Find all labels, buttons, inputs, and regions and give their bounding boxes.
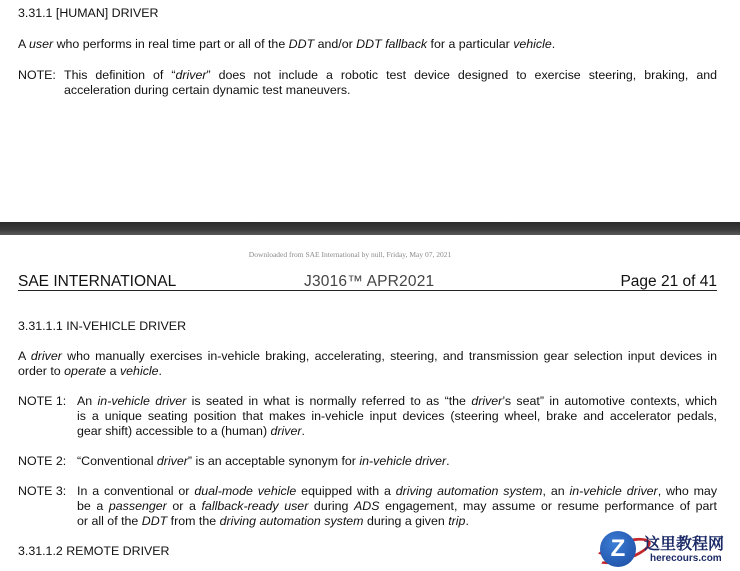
watermark-title: 这里教程网 xyxy=(644,534,725,553)
note2-line-1: “Conventional driver” is an acceptable synonym for in-vehicle driver. xyxy=(77,454,450,468)
page-header xyxy=(18,273,717,291)
human-driver-definition: A user who performs in real time part or all of the DDT and/or DDT fallback for a particular vehicle. xyxy=(18,37,556,51)
italic-term: ADS xyxy=(353,499,380,513)
italic-term: vehicle xyxy=(513,37,552,51)
italic-term: vehicle xyxy=(119,364,159,378)
italic-term: fallback-ready user xyxy=(201,499,309,513)
note2-label: NOTE 2: xyxy=(18,454,67,468)
note-label: NOTE: xyxy=(18,68,56,82)
note3-line-3: or all of the DDT from the driving automation system during a given trip. xyxy=(77,514,469,528)
italic-term: DDT xyxy=(141,514,168,528)
italic-term: in-vehicle driver xyxy=(569,484,658,498)
italic-term: driver xyxy=(270,424,302,438)
italic-term: in-vehicle driver xyxy=(359,454,447,468)
italic-term: driving automation system xyxy=(395,484,543,498)
italic-term: DDT fallback xyxy=(356,37,428,51)
download-notice: Downloaded from SAE International by null, Friday, May 07, 2021 xyxy=(248,250,452,259)
watermark-url: herecours.com xyxy=(650,553,722,564)
note3-label: NOTE 3: xyxy=(18,484,67,498)
in-vehicle-definition-line-2: order to operate a vehicle. xyxy=(18,364,162,378)
italic-term: driver xyxy=(156,454,188,468)
italic-term: DDT xyxy=(288,37,315,51)
note1-label: NOTE 1: xyxy=(18,394,67,408)
section-heading-in-vehicle-driver: 3.31.1.1 IN-VEHICLE DRIVER xyxy=(18,319,187,333)
note1-line-3: gear shift) accessible to a (human) driver. xyxy=(77,424,305,438)
note3-line-2: be a passenger or a fallback-ready user during ADS engagement, may assume or resume performance of part xyxy=(77,499,717,513)
watermark-logo xyxy=(594,527,740,571)
note1-line-2: is a unique seating position that makes in-vehicle input devices (steering wheel, brake and accelerator pedals, xyxy=(77,409,717,423)
page-break-divider xyxy=(0,222,740,235)
note-line-2: acceleration during certain dynamic test maneuvers. xyxy=(64,83,351,97)
in-vehicle-definition-line-1: A driver who manually exercises in-vehicle braking, accelerating, steering, and transmission gear selection input devices in xyxy=(18,349,717,363)
note1-line-1: An in-vehicle driver is seated in what is normally referred to as “the driver’s seat” in automotive contexts, which xyxy=(77,394,717,408)
italic-term: driving automation system xyxy=(219,514,364,528)
italic-term: driver xyxy=(30,349,62,363)
note3-line-1: In a conventional or dual-mode vehicle equipped with a driving automation system, an in-vehicle driver, who may xyxy=(77,484,718,498)
section-heading-remote-driver: 3.31.1.2 REMOTE DRIVER xyxy=(18,544,170,558)
italic-term: dual-mode vehicle xyxy=(194,484,297,498)
italic-term: trip xyxy=(448,514,466,528)
italic-term: in-vehicle driver xyxy=(97,394,187,408)
italic-term: driver xyxy=(175,68,207,82)
header-page-number: Page 21 of 41 xyxy=(620,273,717,290)
section-heading-human-driver: 3.31.1 [HUMAN] DRIVER xyxy=(18,6,159,20)
header-org: SAE INTERNATIONAL xyxy=(18,273,177,290)
italic-term: passenger xyxy=(108,499,167,513)
note-line-1: This definition of “driver” does not include a robotic test device designed to exercise steering, braking, and xyxy=(64,68,717,82)
italic-term: user xyxy=(29,37,54,51)
italic-term: operate xyxy=(64,364,107,378)
logo-badge-icon: Z xyxy=(600,531,636,567)
header-doc-id: J3016™ APR2021 xyxy=(304,273,435,290)
italic-term: driver xyxy=(471,394,503,408)
